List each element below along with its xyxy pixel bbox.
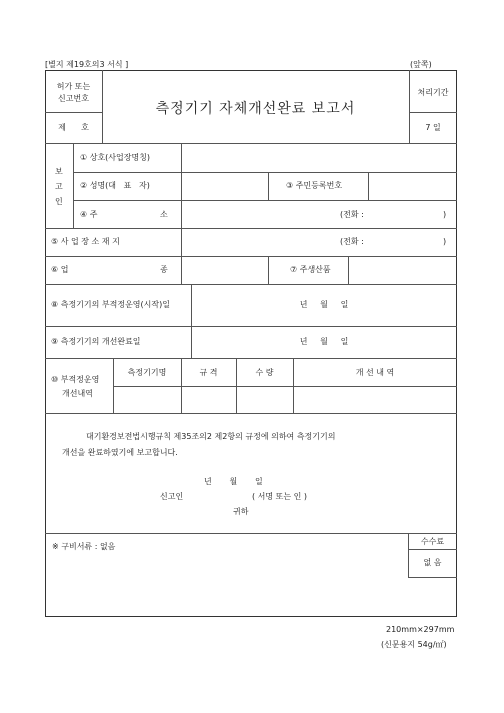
site-phone-label-end: ) (443, 237, 447, 246)
improvement-date-field[interactable]: 년 월 일 (299, 337, 349, 346)
fee-label: 수수료 (420, 537, 445, 546)
signature-note: ( 서명 또는 인 ) (252, 492, 308, 501)
divider (45, 326, 457, 327)
page-side-label: (앞쪽) (410, 60, 432, 69)
divider (45, 413, 457, 414)
main-product-label: ⑦ 주생산품 (290, 265, 331, 274)
divider (408, 549, 457, 550)
fee-value: 없 음 (423, 558, 442, 567)
divider (45, 284, 457, 285)
quantity-cell[interactable] (237, 387, 292, 412)
site-address-label: ⑤ 사 업 장 소 재 지 (51, 237, 120, 246)
company-name-label: ① 상호(사업장명칭) (80, 153, 151, 162)
resident-number-label: ③ 주민등록번호 (286, 181, 343, 190)
main-product-field[interactable] (349, 257, 456, 283)
divider (409, 112, 457, 113)
paper-size: 210mm×297mm (386, 625, 455, 634)
divider (45, 358, 457, 359)
site-phone-label: (전화 : (340, 237, 364, 246)
column-header-content: 개 선 내 역 (355, 368, 395, 377)
processing-period-label: 처리기간 (417, 88, 449, 97)
column-header-quantity: 수 량 (255, 368, 274, 377)
reporter-side-label: 보 (55, 167, 63, 176)
phone-label: (전화 : (340, 210, 364, 219)
content-cell[interactable] (294, 387, 456, 412)
receipt-number-label: 제 호 (58, 123, 89, 132)
declaration-text-2: 개선을 완료하였기에 보고합니다. (62, 448, 178, 457)
improvement-date-label: ⑨ 측정기기의 개선완료일 (51, 337, 141, 346)
reporter-side-label: 인 (55, 197, 63, 206)
divider (408, 577, 457, 578)
business-type-label-end: 종 (160, 265, 168, 274)
reporter-side-label: 고 (55, 182, 63, 191)
declaration-date: 년 월 일 (204, 477, 263, 486)
improvement-details-label: ⑩ 부적정운영 (51, 375, 100, 384)
signer-label: 신고인 (160, 492, 184, 501)
divider (45, 112, 102, 113)
paper-type: (신문용지 54g/㎡) (381, 640, 447, 649)
form-number: [별지 제19호의3 서식 ] (45, 60, 129, 69)
spec-cell[interactable] (182, 387, 235, 412)
device-name-cell[interactable] (114, 387, 180, 412)
fault-start-date-label: ⑧ 측정기기의 부적정운영(시작)일 (51, 300, 170, 309)
attachments-label: ※ 구비서류 : 없음 (52, 542, 116, 551)
page-title: 측정기기 자체개선완료 보고서 (155, 101, 356, 117)
phone-label-end: ) (443, 210, 447, 219)
resident-number-field[interactable] (369, 173, 456, 199)
divider (73, 143, 74, 228)
address-label-end: 소 (160, 210, 168, 219)
improvement-details-label-2: 개선내역 (62, 389, 93, 398)
site-address-field[interactable] (182, 229, 456, 255)
address-label: ④ 주 (80, 210, 98, 219)
company-name-field[interactable] (182, 144, 456, 171)
business-type-label: ⑥ 업 (51, 265, 69, 274)
recipient-suffix: 귀하 (233, 507, 249, 516)
declaration-text: 대기환경보전법시행규칙 제35조의2 제2항의 규정에 의하여 측정기기의 (86, 432, 336, 441)
permit-label-2: 신고번호 (58, 94, 89, 103)
divider (45, 533, 457, 534)
divider (268, 256, 269, 284)
column-header-spec: 규 격 (199, 368, 218, 377)
address-field[interactable] (182, 201, 456, 227)
representative-name-field[interactable] (182, 173, 267, 199)
fault-start-date-field[interactable]: 년 월 일 (299, 300, 349, 309)
processing-period-value: 7 일 (425, 123, 441, 132)
representative-name-label: ② 성명(대 표 자) (80, 181, 150, 190)
business-type-field[interactable] (182, 257, 267, 283)
permit-label: 허가 또는 (56, 82, 91, 91)
column-header-device: 측정기기명 (127, 368, 167, 377)
divider (268, 172, 269, 200)
